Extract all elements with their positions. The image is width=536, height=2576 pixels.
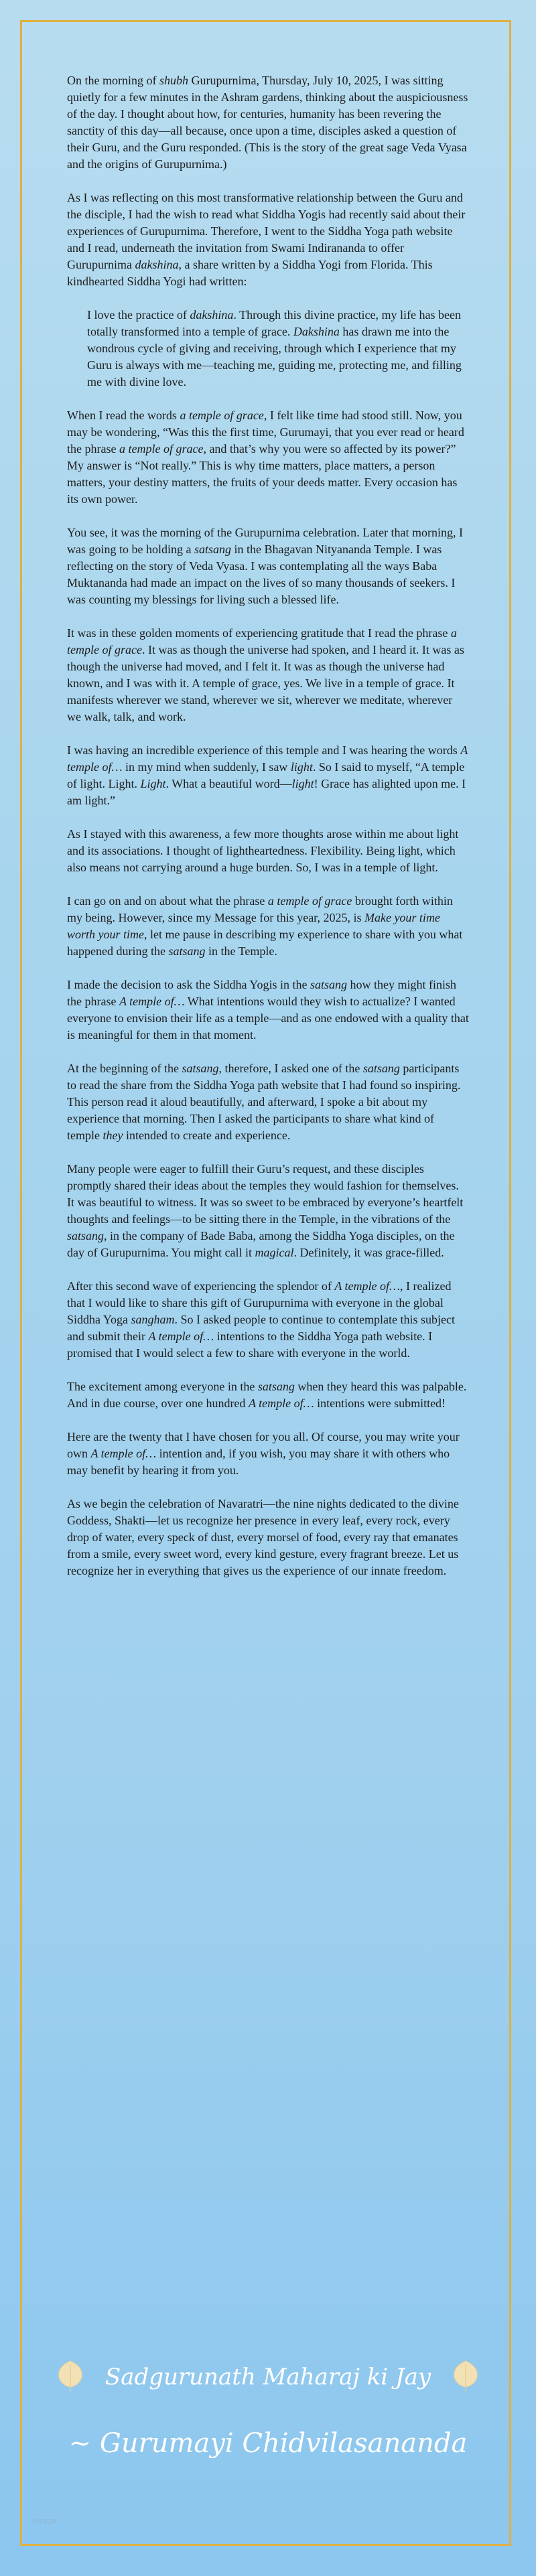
italic-term: satsang [310,978,347,991]
paragraph-2: As I was reflecting on this most transformative relationship between the Guru and the disciple, I had the wish to read what Siddha Yogis had recently said about their experiences of Gurupurnima. Therefore, I went to the Siddha Yoga path website and I read, underneath the invitation from Swami Indirananda to offer Gurupurnima dakshina, a share written by a Siddha Yogi from Florida. This kindhearted Siddha Yogi had written: [67,191,466,288]
italic-term: A temple of… [67,743,468,774]
italic-term: Light [140,777,166,790]
italic-term: dakshina [190,308,234,321]
copyright-mark: ©SYDA [34,2518,57,2526]
salutation-text: Sadgurunath Maharaj ki Jay [105,2364,431,2390]
italic-term: A temple of… [248,1397,314,1410]
italic-term: light [291,777,314,790]
paragraph-1: On the morning of shubh Gurupurnima, Thursday, July 10, 2025, I was sitting quietly for a few minutes in the Ashram gardens, thinking about the auspiciousness of the day. I thought about how, for centuries, humanity has been revering the sanctity of this day—all because, once upon a time, disciples asked a question of their Guru, and the Guru responded. (This is the story of the great sage Veda Vyasa and the origins of Gurupurnima.) [67,74,468,171]
paragraph-6: I was having an incredible experience of this temple and I was hearing the words A temple of… in my mind when suddenly, I saw light. So I said to myself, “A temple of light. Light. Light. What a beautiful word—light! Grace has alighted upon me. I am light.” [67,743,468,807]
paragraph-13: The excitement among everyone in the satsang when they heard this was palpable. And in due course, over one hundred A temple of… intentions were submitted! [67,1380,467,1410]
italic-term: satsang [194,543,231,556]
paragraph-11: Many people were eager to fulfill their Guru’s request, and these disciples promptly shared their ideas about the temples they would fashion for themselves. It was beautiful to witness. It was so sweet to be embraced by everyone’s heartfelt thoughts and feelings—to be sitting there in the Temple, in the vibrations of the satsang, in the company of Bade Baba, among the Siddha Yoga disciples, on the day of Gurupurnima. You might call it magical. Definitely, it was grace-filled. [67,1162,464,1259]
italic-term: magical [255,1246,294,1259]
italic-term: a temple of grace [119,442,204,455]
italic-term: they [103,1129,123,1142]
paragraph-7: As I stayed with this awareness, a few more thoughts arose within me about light and its associations. I thought of lightheartedness. Flexibility. Being light, which also means not carrying around a huge burden. So, I was in a temple of light. [67,827,459,874]
italic-term: satsang [168,944,206,958]
italic-term: a temple of grace [267,894,352,908]
paragraph-14: Here are the twenty that I have chosen for you all. Of course, you may write your own A temple of… intention and, if you wish, you may share it with others who may benefit by hearing it from you. [67,1430,460,1477]
italic-term: A temple of… [90,1447,157,1460]
blockquote-share: I love the practice of dakshina. Through this divine practice, my life has been totally transformed into a temple of grace. Dakshina has drawn me into the wondrous cycle of giving and receiving, through which I experience that my Guru is always with me—teaching me, guiding me, protecting me, and filling me with divine love. [87,308,462,388]
message-body [67,72,469,1596]
paragraph-8: I can go on and on about what the phrase a temple of grace brought forth within my being. However, since my Message for this year, 2025, is Make your time worth your time, let me pause in describing my experience to share with you what happened during the satsang in the Temple. [67,894,463,958]
italic-term: A temple of… [148,1330,214,1343]
italic-term: satsang [362,1062,400,1075]
paragraph-5: It was in these golden moments of experiencing gratitude that I read the phrase a temple of grace. It was as though the universe had spoken, and I heard it. It was as though the universe had moved, and I felt it. It was as though the universe had known, and I was with it. A temple of grace, yes. We live in a temple of grace. It manifests wherever we stand, wherever we sit, wherever we meditate, wherever we walk, talk, and work. [67,626,464,723]
italic-term: satsang [257,1380,295,1393]
paragraph-15: As we begin the celebration of Navaratri—the nine nights dedicated to the divine Goddess, Shakti—let us recognize her presence in every leaf, every rock, every drop of water, every speck of dust, every morsel of food, every ray that emanates from a smile, every sweet word, every kind gesture, every fragrant breeze. Let us recognize her in everything that gives us the experience of our innate freedom. [67,1497,459,1577]
paragraph-3: When I read the words a temple of grace, I felt like time had stood still. Now, you may be wondering, “Was this the first time, Gurumayi, that you ever read or heard the phrase a temple of grace, and that’s why you were so affected by its power?” My answer is “Not really.” This is why time matters, place matters, a person matters, your destiny matters, the fruits of your deeds matter. Every occasion has its own power. [67,409,464,506]
salutation-line [0,2360,536,2394]
signature: ~ Gurumayi Chidvilasananda [68,2428,468,2459]
italic-term: satsang [67,1229,105,1242]
italic-term: sangham [131,1313,175,1326]
italic-term: A temple of… [119,995,185,1008]
bodhi-leaf-icon [57,2360,84,2394]
closing-section [0,2360,536,2462]
paragraph-10: At the beginning of the satsang, therefore, I asked one of the satsang participants to read the share from the Siddha Yoga path website that I had found so inspiring. This person read it aloud beautifully, and afterward, I spoke a bit about my experience that morning. Then I asked the participants to share what kind of temple they intended to create and experience. [67,1062,461,1142]
italic-term: satsang [182,1062,219,1075]
italic-term: Dakshina [293,325,340,338]
italic-term: a temple of grace [67,626,457,656]
italic-term: A temple of… [334,1279,401,1293]
italic-term: dakshina [135,258,179,271]
italic-term: light [290,760,313,774]
paragraph-4: You see, it was the morning of the Gurupurnima celebration. Later that morning, I was going to be holding a satsang in the Bhagavan Nityananda Temple. I was reflecting on the story of Veda Vyasa. I was contemplating all the ways Baba Muktananda had made an impact on the lives of so many thousands of seekers. I was counting my blessings for living such a blessed life. [67,526,464,606]
bodhi-leaf-icon [452,2360,479,2394]
italic-term: shubh [159,74,188,87]
italic-term: Make your time worth your time [67,911,440,941]
paragraph-12: After this second wave of experiencing the splendor of A temple of…, I realized that I would like to share this gift of Gurupurnima with everyone in the global Siddha Yoga sangham. So I asked people to continue to contemplate this subject and submit their A temple of… intentions to the Siddha Yoga path website. I promised that I would select a few to share with everyone in the world. [67,1279,455,1360]
italic-term: a temple of grace [180,409,264,422]
paragraph-9: I made the decision to ask the Siddha Yogis in the satsang how they might finish the phrase A temple of… What intentions would they wish to actualize? I wanted everyone to envision their life as a temple—and as one endowed with a quality that is meaningful for them in that moment. [67,978,469,1042]
